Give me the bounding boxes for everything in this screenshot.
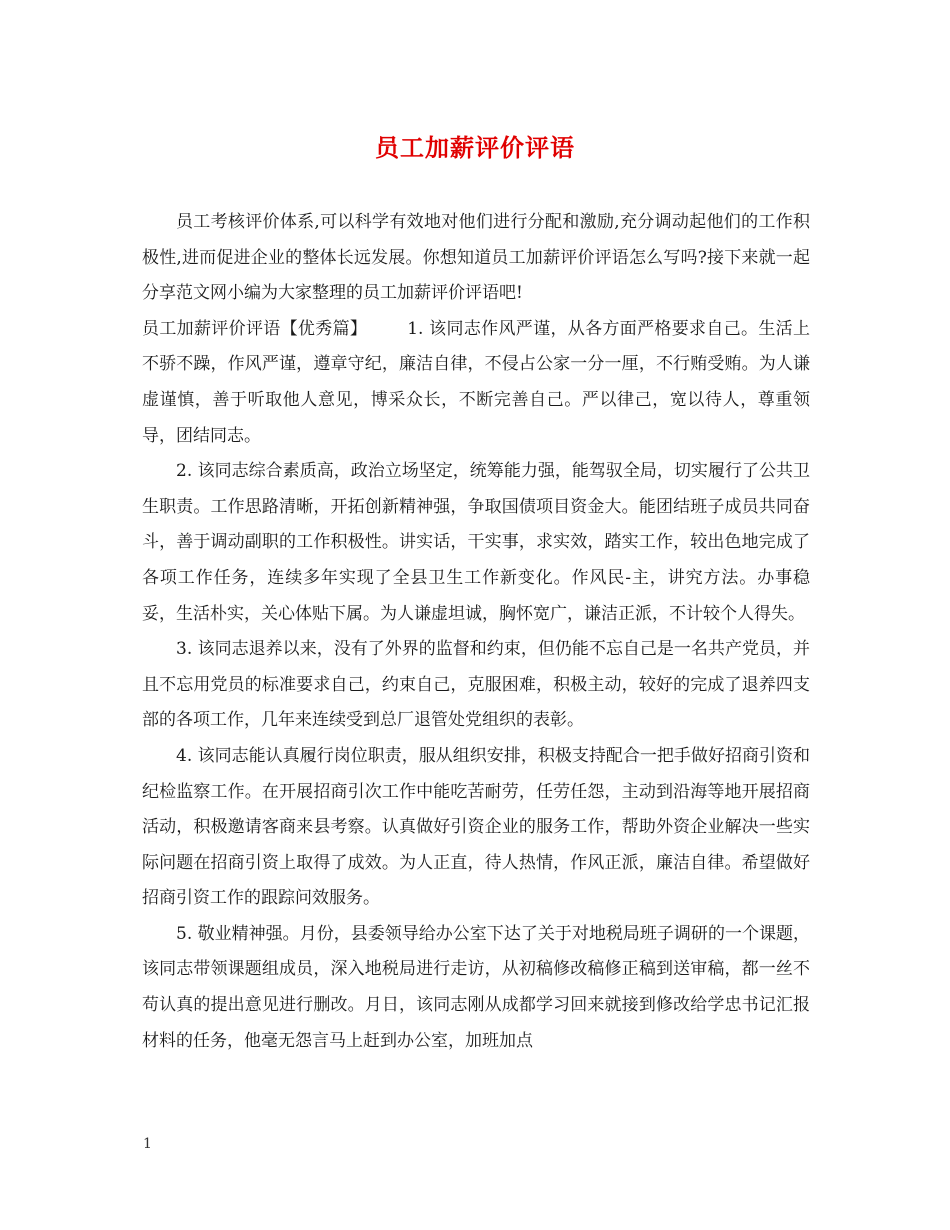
page-number: 1 bbox=[143, 1136, 152, 1152]
item-1-text: 1. 该同志作风严谨，从各方面严格要求自己。生活上不骄不躁，作风严谨，遵章守纪，廉洁自律，不侵占公家一分一厘，不行贿受贿。为人谦虚谨慎，善于听取他人意见，博采众长，不断完善自己。严以律己，宽以待人，尊重领导，团结同志。 bbox=[142, 318, 811, 446]
intro-paragraph: 员工考核评价体系,可以科学有效地对他们进行分配和激励,充分调动起他们的工作积极性,进而促进企业的整体长远发展。你想知道员工加薪评价评语怎么写吗?接下来就一起分享范文网小编为大家整理的员工加薪评价评语吧! bbox=[142, 212, 810, 304]
item-2-paragraph: 2. 该同志综合素质高，政治立场坚定，统筹能力强，能驾驭全局，切实履行了公共卫生职责。工作思路清晰，开拓创新精神强，争取国债项目资金大。能团结班子成员共同奋斗，善于调动副职的工作积极性。讲实话，干实事，求实效，踏实工作，较出色地完成了各项工作任务，连续多年实现了全县卫生工作新变化。作风民-主，讲究方法。办事稳妥，生活朴实，关心体贴下属。为人谦虚坦诚，胸怀宽广，谦洁正派，不计较个人得失。 bbox=[142, 461, 810, 624]
item-3-paragraph: 3. 该同志退养以来，没有了外界的监督和约束，但仍能不忘自己是一名共产党员，并且不忘用党员的标准要求自己，约束自己，克服困难，积极主动，较好的完成了退养四支部的各项工作，几年来连续受到总厂退管处党组织的表彰。 bbox=[142, 639, 810, 731]
item-4-paragraph: 4. 该同志能认真履行岗位职责，服从组织安排，积极支持配合一把手做好招商引资和纪检监察工作。在开展招商引次工作中能吃苦耐劳，任劳任怨，主动到沿海等地开展招商活动，积极邀请客商来县考察。认真做好引资企业的服务工作，帮助外资企业解决一些实际问题在招商引资上取得了成效。为人正直，待人热情，作风正派，廉洁自律。希望做好招商引资工作的跟踪问效服务。 bbox=[142, 745, 810, 909]
document-body bbox=[142, 205, 810, 1059]
section-heading: 员工加薪评价评语【优秀篇】 bbox=[142, 318, 368, 339]
section-paragraph bbox=[142, 312, 810, 454]
document-title: 员工加薪评价评语 bbox=[375, 134, 575, 162]
item-5-paragraph: 5. 敬业精神强。月份，县委领导给办公室下达了关于对地税局班子调研的一个课题，该同志带领课题组成员，深入地税局进行走访，从初稿修改稿修正稿到送审稿，都一丝不苟认真的提出意见进行删改。月日，该同志刚从成都学习回来就接到修改给学忠书记汇报材料的任务，他毫无怨言马上赶到办公室，加班加点 bbox=[142, 923, 810, 1051]
